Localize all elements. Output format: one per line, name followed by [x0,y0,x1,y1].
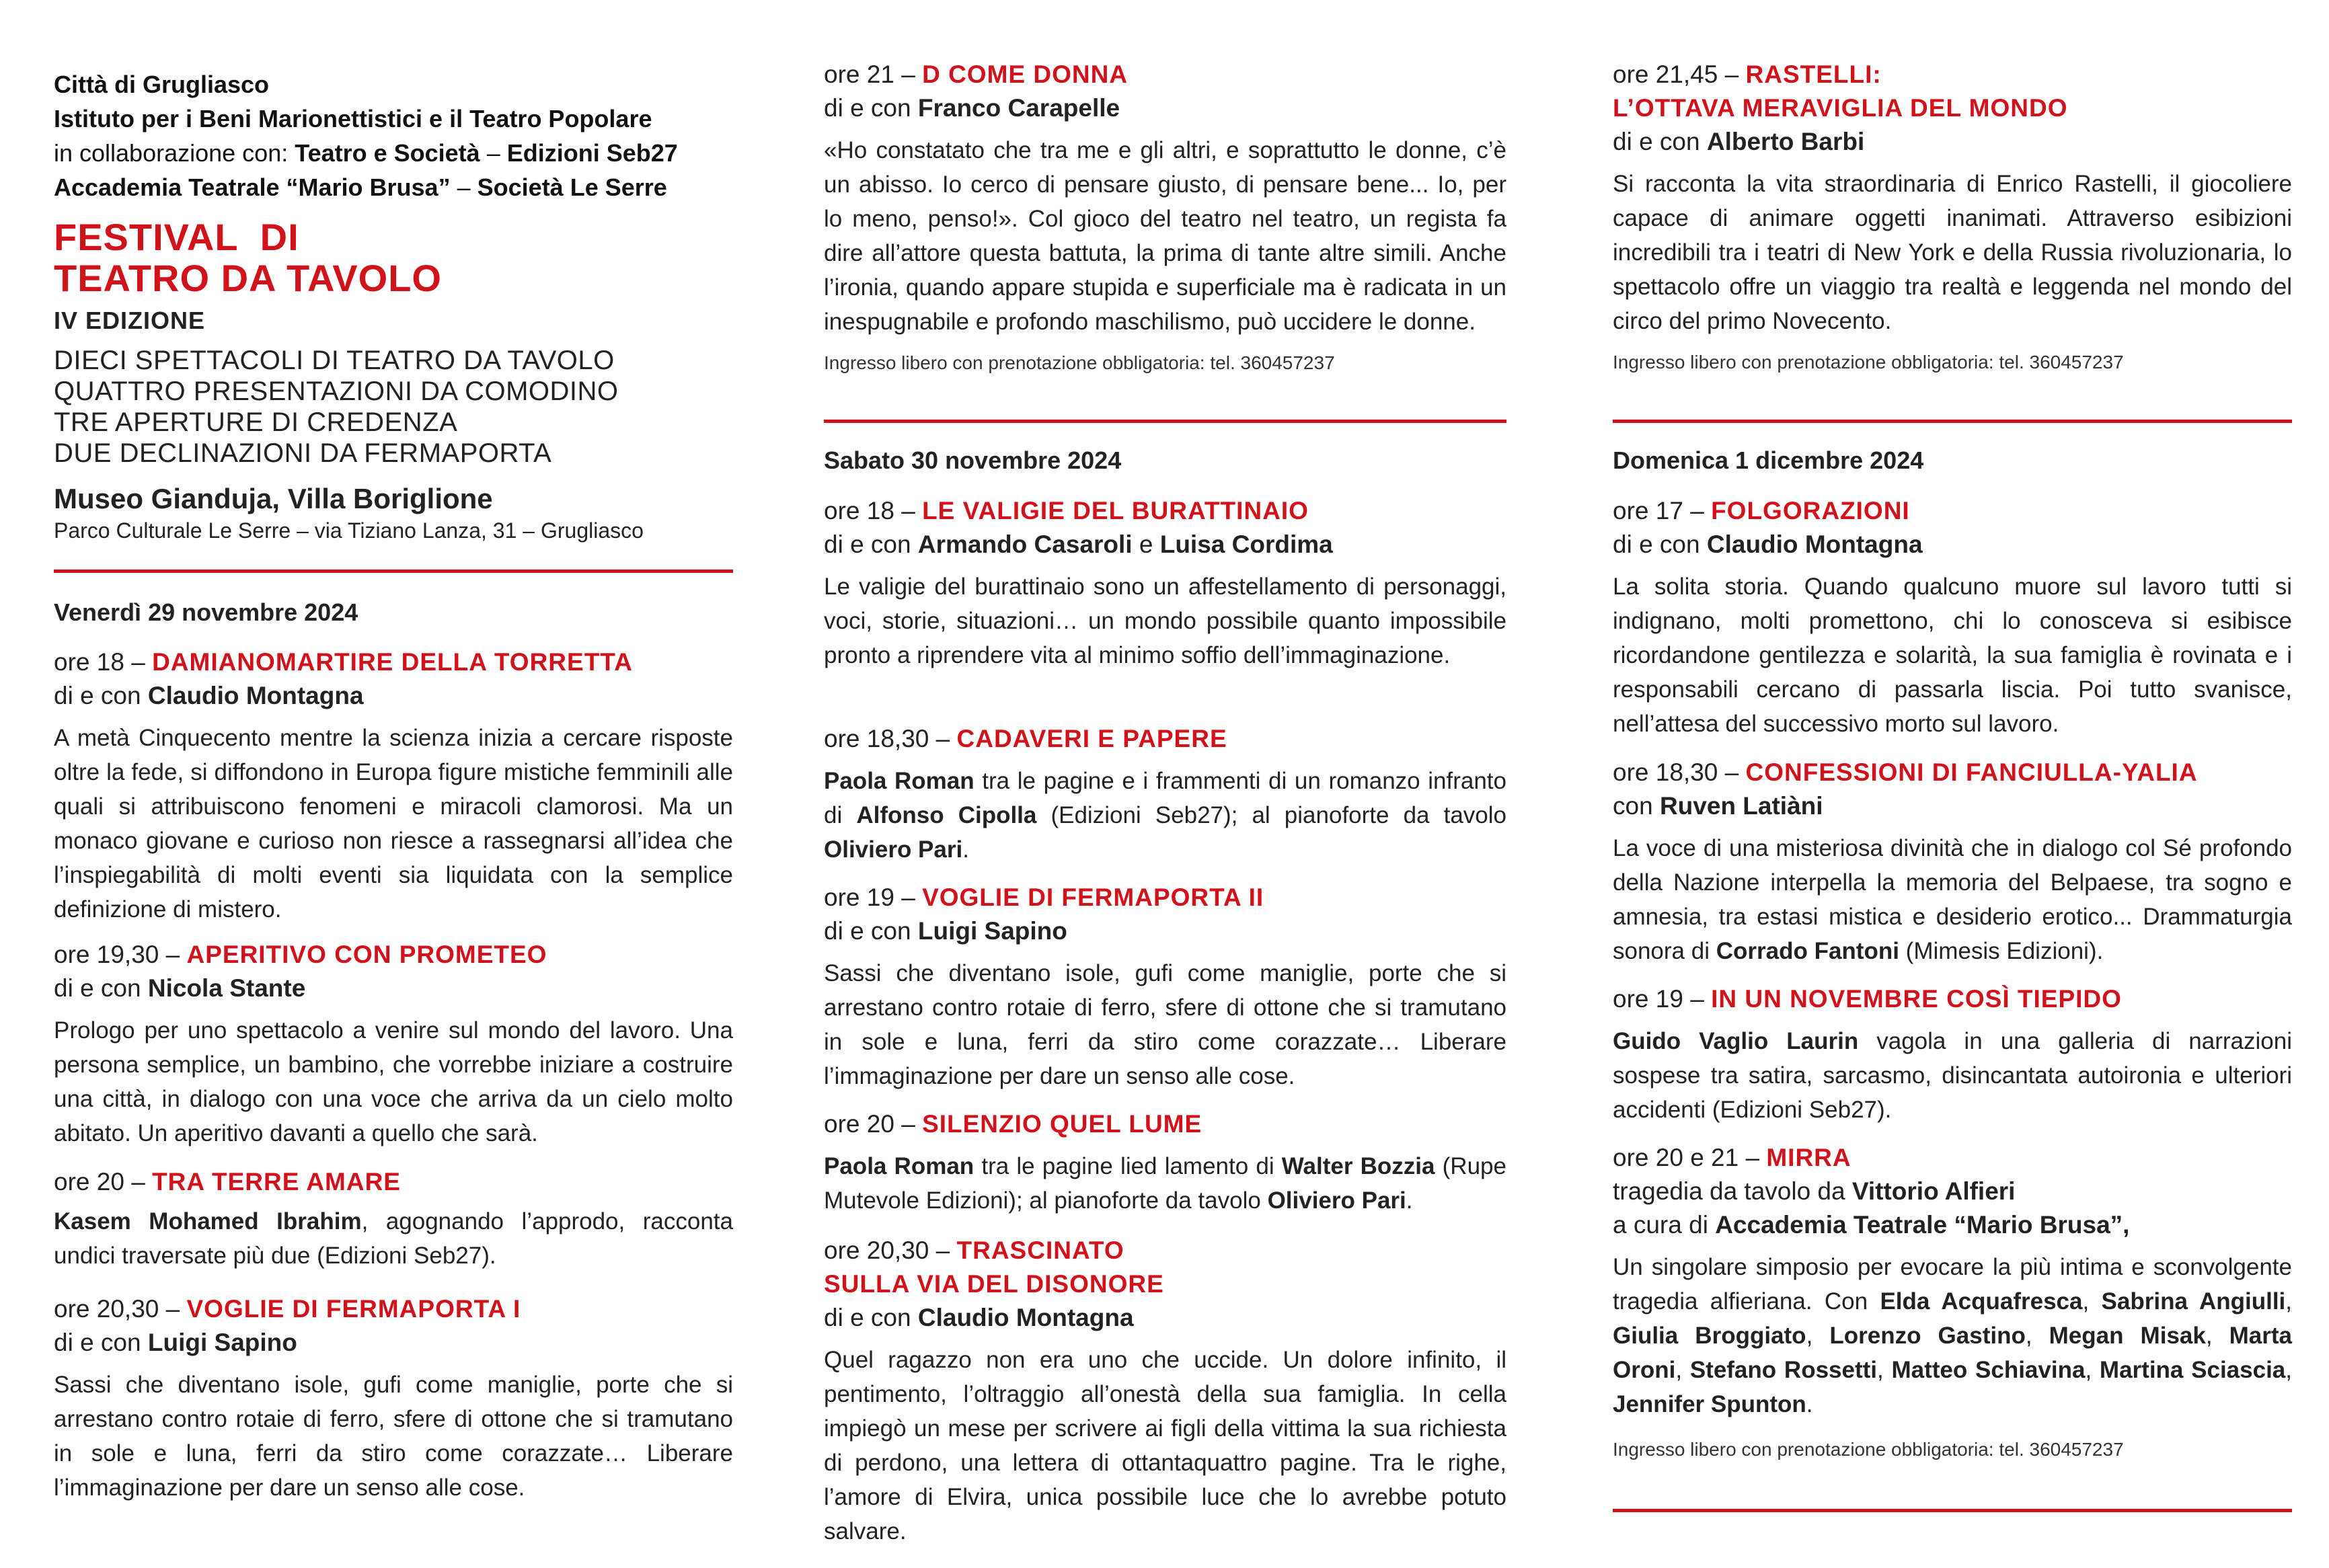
event-heading: ore 20,30 – TRASCINATO [824,1237,1124,1264]
event-title: MIRRA [1766,1144,1851,1171]
event-description: «Ho constatato che tra me e gli altri, e soprattutto le donne, c’è un abisso. Io cerco di pensare giusto, di pensare bene... Io, per lo meno, penso!». Col gioco del teatro nel teatro, un regista fa dire all’attore questa battuta, la prima di tante altre simili. Anche l’ironia, quando appare stupida e superficiale ma è radicata in un inespugnabile e profondo maschilismo, può uccidere le donne. [824,137,1506,335]
divider [824,420,1506,423]
divider [1613,420,2292,423]
event-heading: ore 19,30 – APERITIVO CON PROMETEO [54,941,547,968]
event-description: Si racconta la vita straordinaria di Enrico Rastelli, il giocoliere capace di animare oggetti inanimati. Attraverso esibizioni incredibili tra i teatri di New York e della Russia rivoluzionaria, lo spettacolo offre un viaggio tra realtà e leggenda nel mondo del circo del primo Novecento. [1613,171,2292,334]
event-title: APERITIVO CON PROMETEO [186,941,547,968]
booking-note: Ingresso libero con prenotazione obbligatoria: tel. 360457237 [824,352,1335,373]
event-heading: ore 21 – D COME DONNA [824,61,1129,88]
cast-member: Marta Oroni [1613,1323,2292,1383]
cast-member: Jennifer Spunton [1613,1391,1806,1417]
event-title: LE VALIGIE DEL BURATTINAIO [922,497,1309,524]
event-credits: di e con Luigi Sapino [54,1329,297,1356]
event [1613,982,2292,1127]
event-credits: di e con Franco Carapelle [824,94,1120,122]
cast-member: Megan Misak [2049,1323,2206,1349]
event-credits: a cura di Accademia Teatrale “Mario Brusa”, [1613,1211,2130,1239]
event-description: La solita storia. Quando qualcuno muore sul lavoro tutti si indignano, molti promettono, chi lo conosceva si esibisce ricordandone gentilezza e solarità, la sua famiglia è rovinata e i responsabili cercano di passarla liscia. Poi tutto svanisce, nell’attesa del successivo morto sul lavoro. [1613,574,2292,737]
event-title: L’OTTAVA MERAVIGLIA DEL MONDO [1613,94,2068,122]
event [1613,494,2292,741]
event-credits: di e con Alberto Barbi [1613,128,1865,155]
day-date: Domenica 1 dicembre 2024 [1613,446,1924,474]
event-heading: ore 21,45 – RASTELLI: [1613,61,1882,88]
program-line: TRE APERTURE DI CREDENZA [54,407,458,437]
event-title: TRASCINATO [956,1237,1124,1264]
event-description: Sassi che diventano isole, gufi come maniglie, porte che si arrestano contro rotaie di ferro, sfere di ottone che si tramutano in sole e luna, ferri da stiro come corazzate… Liberare l’immaginazione per dare un senso alle cose. [54,1372,733,1501]
day-date: Venerdì 29 novembre 2024 [54,598,358,626]
event-title: CONFESSIONI DI FANCIULLA-YALIA [1745,758,2198,786]
event-title: FOLGORAZIONI [1711,497,1910,524]
event [54,1292,733,1505]
event [54,938,733,1150]
event-description: Sassi che diventano isole, gufi come maniglie, porte che si arrestano contro rotaie di ferro, sfere di ottone che si tramutano in sole e luna, ferri da stiro come corazzate… Liberare l’immaginazione per dare un senso alle cose. [824,960,1506,1089]
program-list [54,345,733,469]
event-heading: ore 17 – FOLGORAZIONI [1613,497,1910,524]
event-title: IN UN NOVEMBRE COSÌ TIEPIDO [1711,985,2122,1013]
event [54,1165,733,1273]
collaboration-line-2: Accademia Teatrale “Mario Brusa” – Società Le Serre [54,173,667,201]
divider [54,570,733,573]
event-heading: ore 19 – IN UN NOVEMBRE COSÌ TIEPIDO [1613,985,2122,1013]
cast-member: Giulia Broggiato [1613,1323,1806,1349]
event-title: SILENZIO QUEL LUME [922,1110,1202,1138]
event-credits: di e con Claudio Montagna [824,1304,1134,1331]
event-description: Le valigie del burattinaio sono un affestellamento di personaggi, voci, storie, situazioni… un mondo possibile quanto impossibile pronto a riprendere vita al minimo soffio dell’immaginazione. [824,574,1506,668]
booking-note: Ingresso libero con prenotazione obbligatoria: tel. 360457237 [1613,352,2124,373]
event [824,881,1506,1093]
event-heading: ore 20 e 21 – MIRRA [1613,1144,1851,1171]
divider [1613,1509,2292,1512]
day-date: Sabato 30 novembre 2024 [824,446,1122,474]
event-credits: con Ruven Latiàni [1613,792,1823,820]
institute-name: Istituto per i Beni Marionettistici e il Teatro Popolare [54,105,652,132]
event-heading-cont [1613,91,2292,125]
event-description: Kasem Mohamed Ibrahim, agognando l’approdo, racconta undici traversate più due (Edizioni Seb27). [54,1208,733,1269]
collaboration-line: in collaborazione con: Teatro e Società – Edizioni Seb27 [54,139,678,167]
event-credits: tragedia da tavolo da Vittorio Alfieri [1613,1177,2016,1205]
cast-member: Stefano Rossetti [1689,1357,1877,1383]
program-line: DUE DECLINAZIONI DA FERMAPORTA [54,438,552,468]
event [1613,58,2292,376]
event-description: A metà Cinquecento mentre la scienza inizia a cercare risposte oltre la fede, si diffondono in Europa figure mistiche femminili alle quali si attribuiscono fenomeni e miracoli clamorosi. Ma un monaco giovane e curioso non riesce a rassegnarsi all’idea che l’inspiegabilità di molti eventi sia liquidata con la semplice definizione di mistero. [54,725,733,923]
event-title: D COME DONNA [922,61,1129,88]
event [824,1107,1506,1218]
cast-member: Martina Sciascia [2099,1357,2286,1383]
city-name: Città di Grugliasco [54,71,270,98]
festival-title: FESTIVAL DI TEATRO DA TAVOLO [54,216,442,299]
edition-label: IV EDIZIONE [54,307,206,334]
cast-member: Elda Acquafresca [1880,1288,2083,1315]
event [824,58,1506,377]
event-title: CADAVERI E PAPERE [956,725,1227,752]
event [1613,1141,2292,1463]
event-title: SULLA VIA DEL DISONORE [824,1270,1164,1298]
event [824,722,1506,867]
event-heading: ore 20,30 – VOGLIE DI FERMAPORTA I [54,1295,521,1323]
cast-member: Sabrina Angiulli [2101,1288,2286,1315]
event-credits: di e con Claudio Montagna [1613,531,1923,558]
event-description: Quel ragazzo non era uno che uccide. Un dolore infinito, il pentimento, l’oltraggio all’onestà della sua famiglia. In cella impiegò un mese per scrivere ai figli della vittima la sua richiesta di perdono, una lettera di ottantaquattro pagine. Tra le righe, l’amore di Elvira, unica possibile luce che lo avrebbe potuto salvare. [824,1347,1506,1544]
organizers-header [54,67,733,204]
event-heading: ore 19 – VOGLIE DI FERMAPORTA II [824,884,1264,911]
program-line: DIECI SPETTACOLI DI TEATRO DA TAVOLO [54,346,615,375]
cast-member: Lorenzo Gastino [1829,1323,2026,1349]
event-credits: di e con Luigi Sapino [824,917,1067,945]
event-heading: ore 20 – TRA TERRE AMARE [54,1168,401,1195]
event-description: Un singolare simposio per evocare la più intima e sconvolgente tragedia alfieriana. Con Elda Acquafresca, Sabrina Angiulli, Giulia Broggiato, Lorenzo Gastino, Megan Misak, Marta Oroni, Stefano Rossetti, Matteo Schiavina, Martina Sciascia, Jennifer Spunton. [1613,1254,2292,1417]
event-heading-cont [824,1267,1506,1301]
event-description: La voce di una misteriosa divinità che in dialogo col Sé profondo della Nazione interpella la memoria del Belpaese, tra sogno e amnesia, tra estasi mistica e desiderio erotico... Drammaturgia sonora di Corrado Fantoni (Mimesis Edizioni). [1613,835,2292,964]
event-heading: ore 20 – SILENZIO QUEL LUME [824,1110,1202,1138]
event [824,1234,1506,1549]
event-description: Guido Vaglio Laurin vagola in una galleria di narrazioni sospese tra satira, sarcasmo, disincantata autoironia e ulteriori accidenti (Edizioni Seb27). [1613,1028,2292,1123]
event-credits: di e con Nicola Stante [54,974,306,1002]
event-description: Paola Roman tra le pagine e i frammenti di un romanzo infranto di Alfonso Cipolla (Edizioni Seb27); al pianoforte da tavolo Oliviero Pari. [824,768,1507,863]
event-heading: ore 18 – DAMIANOMARTIRE DELLA TORRETTA [54,648,633,676]
event-heading: ore 18,30 – CONFESSIONI DI FANCIULLA-YALIA [1613,758,2198,786]
event [54,645,733,927]
event-credits: di e con Armando Casaroli e Luisa Cordima [824,531,1333,558]
event-title: TRA TERRE AMARE [152,1168,401,1195]
event-description: Prologo per uno spettacolo a venire sul mondo del lavoro. Una persona semplice, un bambino, che vorrebbe iniziare a costruire una città, in dialogo con una voce che arriva da un cielo molto abitato. Un aperitivo davanti a quello che sarà. [54,1017,733,1146]
event-heading: ore 18 – LE VALIGIE DEL BURATTINAIO [824,497,1309,524]
event-title: DAMIANOMARTIRE DELLA TORRETTA [152,648,633,676]
event-description: Paola Roman tra le pagine lied lamento di Walter Bozzia (Rupe Mutevole Edizioni); al pianoforte da tavolo Oliviero Pari. [824,1153,1506,1214]
event-heading: ore 18,30 – CADAVERI E PAPERE [824,725,1227,752]
venue-name: Museo Gianduja, Villa Boriglione [54,483,493,514]
event [1613,756,2292,968]
event-title: RASTELLI: [1745,61,1882,88]
booking-note: Ingresso libero con prenotazione obbligatoria: tel. 360457237 [1613,1439,2124,1460]
event-title: VOGLIE DI FERMAPORTA II [922,884,1264,911]
venue-address: Parco Culturale Le Serre – via Tiziano Lanza, 31 – Grugliasco [54,518,644,543]
program-line: QUATTRO PRESENTAZIONI DA COMODINO [54,377,619,406]
event-title: VOGLIE DI FERMAPORTA I [186,1295,521,1323]
cast-member: Matteo Schiavina [1891,1357,2086,1383]
event [824,494,1506,672]
event-credits: di e con Claudio Montagna [54,682,364,709]
